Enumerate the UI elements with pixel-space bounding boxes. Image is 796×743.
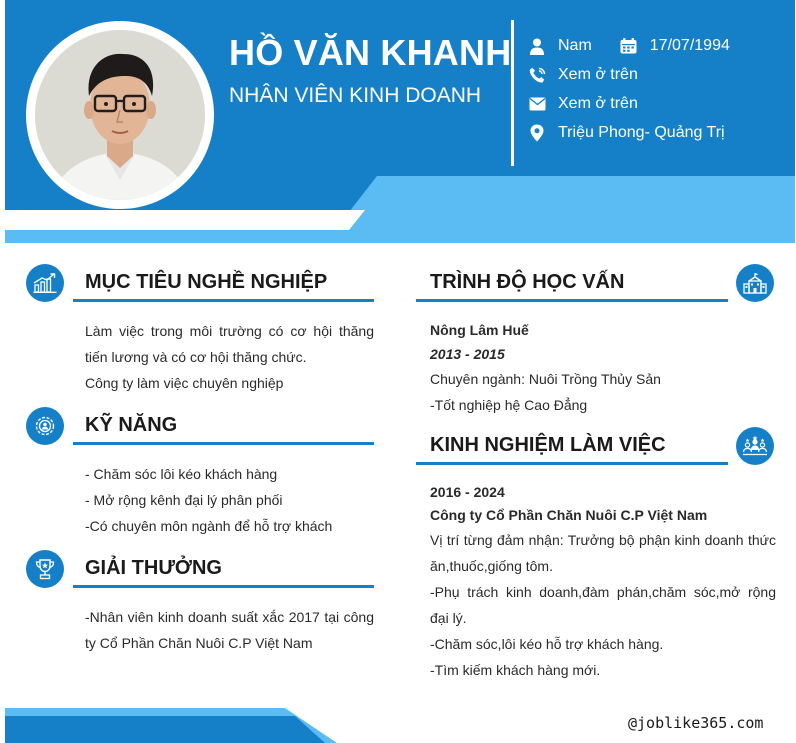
section-title-skills: KỸ NĂNG [85, 414, 178, 436]
phone-icon [528, 66, 546, 84]
education-school: Nông Lâm Huế [430, 322, 529, 338]
section-title-experience: KINH NGHIỆM LÀM VIỆC [430, 434, 666, 456]
skill-gear-icon [26, 407, 64, 445]
team-icon [736, 427, 774, 465]
section-underline-awards [73, 585, 374, 588]
growth-chart-icon [26, 264, 64, 302]
user-icon [528, 37, 546, 55]
section-underline-experience [416, 462, 728, 465]
experience-line: Vị trí từng đảm nhận: Trưởng bộ phận kinh doanh thức ăn,thuốc,giống tôm. [430, 532, 776, 574]
experience-company: Công ty Cổ Phần Chăn Nuôi C.P Việt Nam [430, 507, 708, 523]
experience-details [430, 527, 776, 683]
header-divider [511, 20, 514, 166]
experience-header [430, 481, 776, 527]
contact-phone: Xem ở trên [558, 66, 638, 83]
header-white-strip [5, 210, 365, 230]
education-note: -Tốt nghiệp hệ Cao Đẳng [430, 397, 588, 413]
watermark-text: @joblike365.com [628, 714, 764, 732]
skills-list [85, 461, 374, 539]
contact-row-address [528, 122, 725, 144]
footer-band [5, 716, 325, 743]
envelope-icon [528, 95, 546, 113]
section-title-objective: MỤC TIÊU NGHỀ NGHIỆP [85, 271, 328, 293]
calendar-icon [620, 37, 638, 55]
avatar [35, 30, 205, 200]
education-period: 2013 - 2015 [430, 346, 505, 362]
school-building-icon [736, 264, 774, 302]
objective-line: Làm việc trong môi trường có cơ hội thăng tiến lương và có cơ hội thăng chức. [85, 323, 374, 365]
candidate-name: HỒ VĂN KHANH [229, 32, 512, 73]
objective-text [85, 318, 374, 396]
skill-item: -Có chuyên môn ngành để hỗ trợ khách [85, 518, 333, 534]
section-title-awards: GIẢI THƯỞNG [85, 557, 222, 579]
awards-text [85, 604, 374, 656]
contact-row-phone [528, 64, 638, 86]
location-pin-icon [528, 124, 546, 142]
award-item: -Nhân viên kinh doanh suất xắc 2017 tại công ty Cổ Phần Chăn Nuôi C.P Việt Nam [85, 609, 374, 651]
section-underline-education [416, 299, 728, 302]
education-major: Chuyên ngành: Nuôi Trồng Thủy Sản [430, 371, 661, 387]
skill-item: - Mở rộng kênh đại lý phân phối [85, 492, 283, 508]
contact-address: Triệu Phong- Quảng Trị [558, 124, 725, 141]
contact-row-gender-birthdate [528, 35, 730, 57]
trophy-icon [26, 550, 64, 588]
contact-birthdate: 17/07/1994 [649, 37, 730, 54]
experience-line: -Tìm kiếm khách hàng mới. [430, 662, 601, 678]
objective-line: Công ty làm việc chuyên nghiệp [85, 375, 284, 391]
experience-line: -Phụ trách kinh doanh,đàm phán,chăm sóc,mở rộng đại lý. [430, 584, 776, 626]
skill-item: - Chăm sóc lôi kéo khách hàng [85, 466, 278, 482]
experience-line: -Chăm sóc,lôi kéo hỗ trợ khách hàng. [430, 636, 664, 652]
section-title-education: TRÌNH ĐỘ HỌC VẤN [430, 271, 625, 293]
contact-row-email [528, 93, 638, 115]
candidate-job-title: NHÂN VIÊN KINH DOANH [229, 84, 482, 107]
section-underline-skills [73, 442, 374, 445]
education-block [430, 318, 776, 418]
contact-email: Xem ở trên [558, 95, 638, 112]
section-underline-objective [73, 299, 374, 302]
contact-gender: Nam [558, 37, 592, 54]
experience-period: 2016 - 2024 [430, 484, 505, 500]
